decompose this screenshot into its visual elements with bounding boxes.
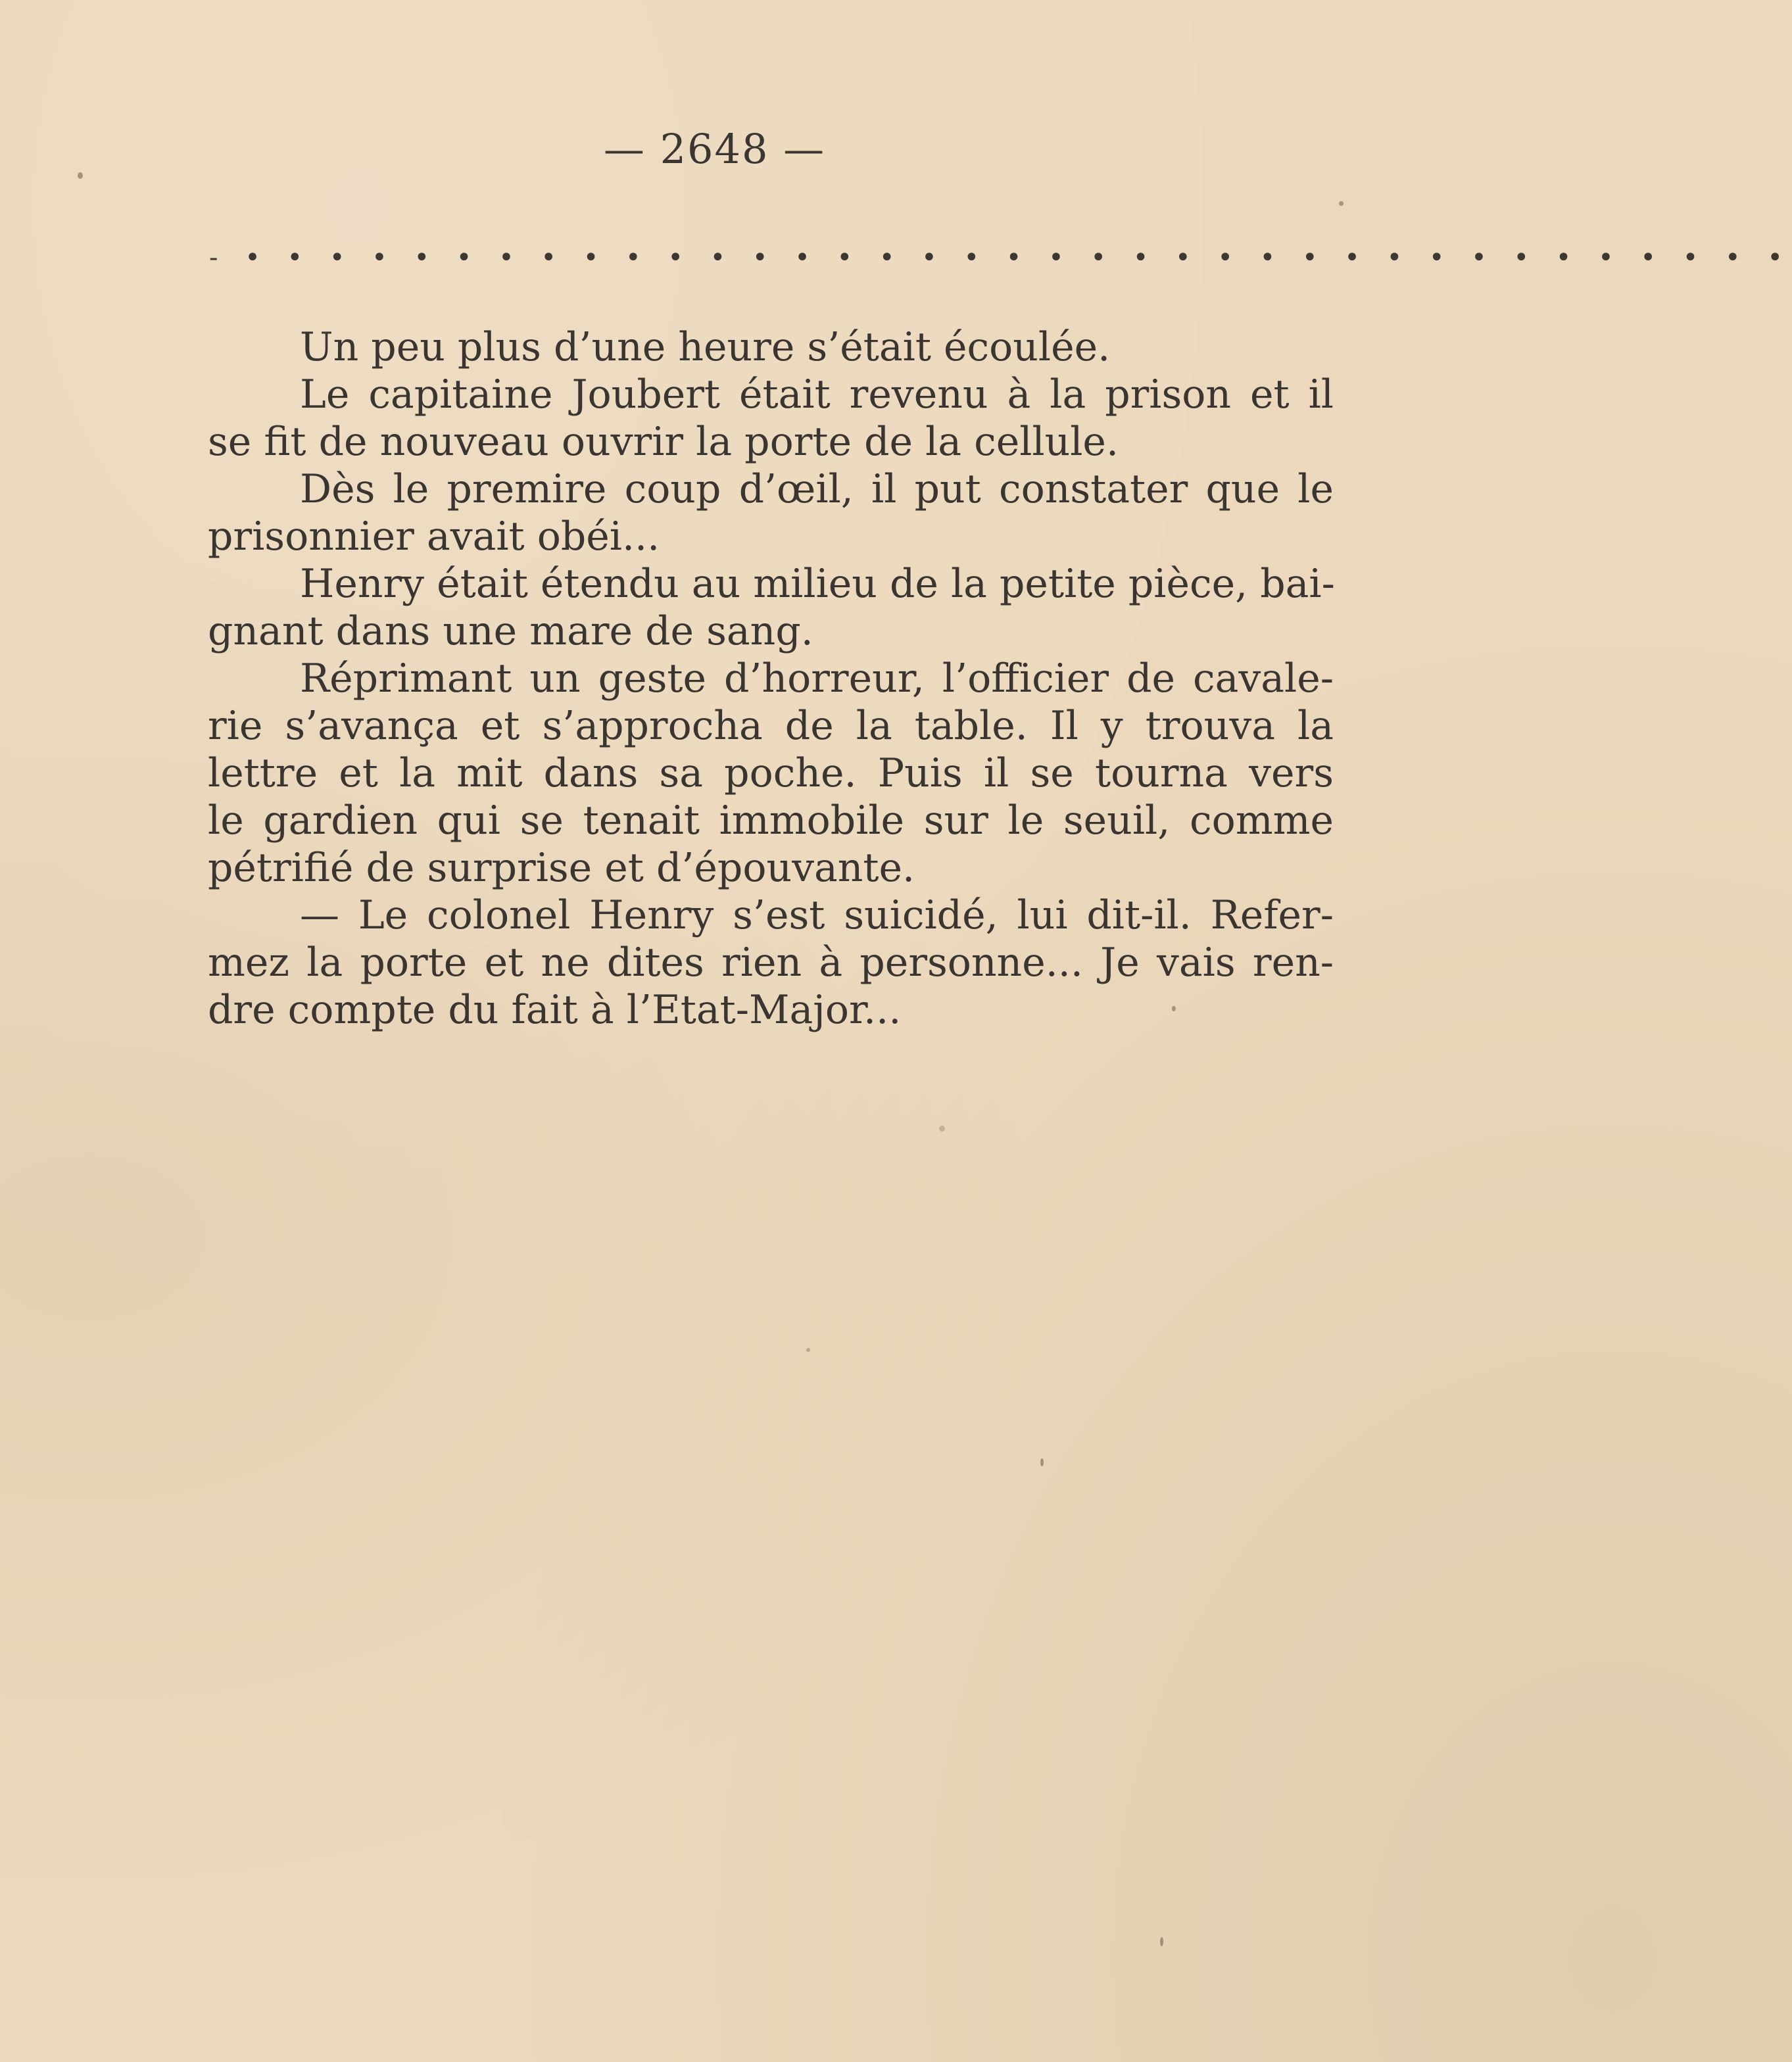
text-line: Réprimant un geste d’horreur, l’officier de cavale-: [300, 656, 1334, 702]
paper-speck: [1339, 201, 1344, 206]
paper-speck: [939, 1126, 945, 1132]
paper-speck: [1172, 1006, 1176, 1011]
paper-speck: [1040, 1458, 1044, 1466]
body-text: [208, 324, 1334, 1034]
page-number: — 2648 —: [603, 125, 826, 173]
text-line: dre compte du fait à l’Etat-Major...: [208, 987, 902, 1033]
text-line: mez la porte et ne dites rien à personne... Je vais ren-: [208, 940, 1334, 986]
paper-speck: [806, 1348, 810, 1352]
text-line: Henry était étendu au milieu de la petite pièce, bai-: [300, 561, 1335, 607]
text-line: lettre et la mit dans sa poche. Puis il se tourna vers: [208, 750, 1334, 796]
text-line: se fit de nouveau ouvrir la porte de la cellule.: [208, 419, 1119, 465]
paper-speck: [1160, 1937, 1163, 1946]
paper-speck: [78, 172, 83, 179]
text-line: prisonnier avait obéi...: [208, 514, 660, 560]
text-line: pétrifié de surprise et d’épouvante.: [208, 845, 915, 891]
text-line: le gardien qui se tenait immobile sur le seuil, comme: [208, 798, 1334, 844]
text-line: rie s’avança et s’approcha de la table. Il y trouva la: [208, 703, 1334, 749]
dotted-separator: - • • • • • • • • • • • • • • • • • • • • • • • • • • • • • • • • • • • • •: [209, 243, 1792, 273]
text-line: Dès le premire coup d’œil, il put constater que le: [300, 466, 1334, 512]
text-line: Un peu plus d’une heure s’était écoulée.: [300, 324, 1111, 370]
text-line: — Le colonel Henry s’est suicidé, lui dit-il. Refer-: [300, 892, 1334, 938]
text-line: gnant dans une mare de sang.: [208, 608, 813, 654]
text-line: Le capitaine Joubert était revenu à la prison et il: [300, 372, 1334, 418]
